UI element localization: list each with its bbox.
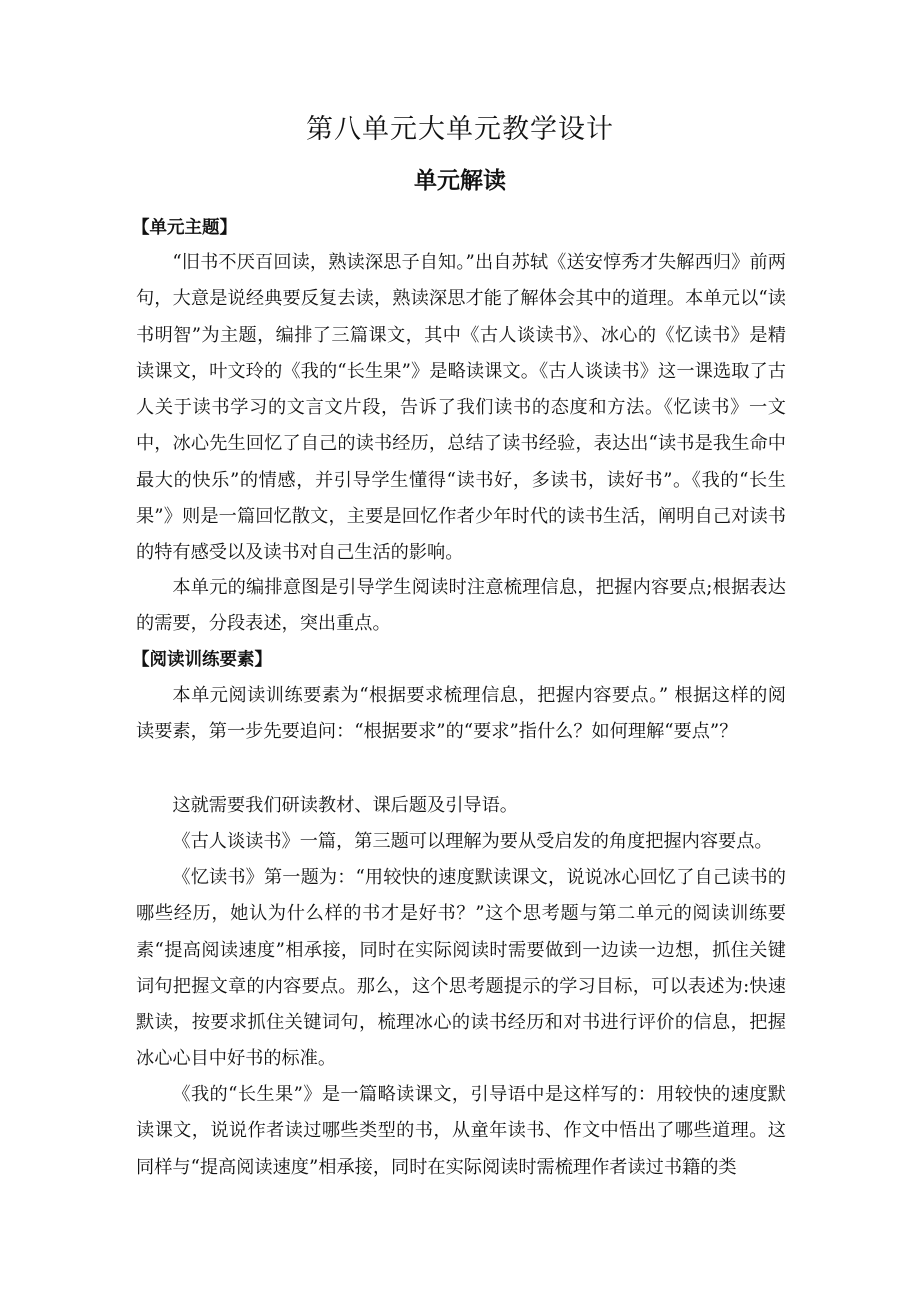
heading-reading-elements: 【阅读训练要素】: [132, 650, 272, 670]
document-title: 第八单元大单元教学设计: [306, 114, 614, 145]
paragraph-reading-elements: 本单元阅读训练要素为“根据要求梳理信息，把握内容要点。” 根据这样的阅读要素，第一步先要追问：“根据要求”的“要求”指什么？如何理解“要点”？: [136, 685, 786, 743]
heading-unit-theme: 【单元主题】: [132, 218, 237, 238]
paragraph-ancients-on-reading: 《古人谈读书》一篇，第三题可以理解为要从受启发的角度把握内容要点。: [172, 831, 773, 852]
paragraph-study-materials: 这就需要我们研读教材、课后题及引导语。: [172, 795, 518, 816]
paragraph-recalling-reading: 《忆读书》第一题为：“用较快的速度默读课文，说说冰心回忆了自己读书的哪些经历，她认为什么样的书才是好书？”这个思考题与第二单元的阅读训练要素“提高阅读速度”相承接，同时在实际阅读时需要做到一边读一边想，抓住关键词句把握文章的内容要点。那么，这个思考题提示的学习目标，可以表述为:快速默读，按要求抓住关键词句，梳理冰心的读书经历和对书进行评价的信息，把握冰心心目中好书的标准。: [136, 867, 786, 1070]
paragraph-longevity-fruit: 《我的“长生果”》是一篇略读课文，引导语中是这样写的：用较快的速度默读课文，说说作者读过哪些类型的书，从童年读书、作文中悟出了哪些道理。这同样与“提高阅读速度”相承接，同时在实际阅读时需梳理作者读过书籍的类: [136, 1084, 786, 1178]
section-title-unit-interpretation: 单元解读: [414, 168, 506, 194]
paragraph-theme-intent: 本单元的编排意图是引导学生阅读时注意梳理信息，把握内容要点;根据表达的需要，分段表述，突出重点。: [136, 577, 786, 635]
paragraph-theme-intro: “旧书不厌百回读，熟读深思子自知。”出自苏轼《送安惇秀才失解西归》前两句，大意是说经典要反复去读，熟读深思才能了解体会其中的道理。本单元以“读书明智”为主题，编排了三篇课文，其中《古人谈读书》、冰心的《忆读书》是精读课文，叶文玲的《我的“长生果”》是略读课文。《古人谈读书》这一课选取了古人关于读书学习的文言文片段，告诉了我们读书的态度和方法。《忆读书》一文中，冰心先生回忆了自己的读书经历，总结了读书经验，表达出“读书是我生命中最大的快乐”的情感，并引导学生懂得“读书好，多读书，读好书”。《我的“长生果”》则是一篇回忆散文，主要是回忆作者少年时代的读书生活，阐明自己对读书的特有感受以及读书对自己生活的影响。: [136, 252, 786, 564]
